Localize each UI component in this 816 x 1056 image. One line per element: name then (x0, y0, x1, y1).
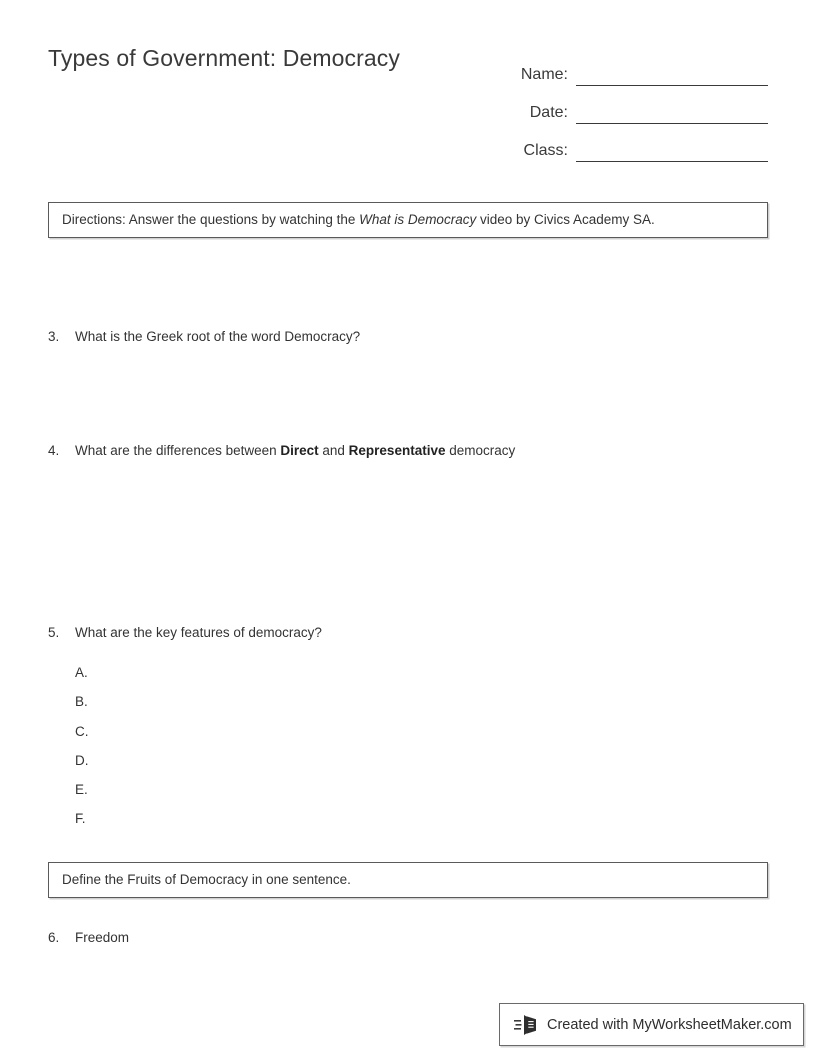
fruits-of-democracy-text: Define the Fruits of Democracy in one sentence. (62, 872, 351, 888)
question-6-text: Freedom (75, 930, 130, 945)
question-6-number: 6. (48, 930, 60, 945)
sub-item-letter-f: F. (75, 811, 86, 827)
worksheet-header (48, 45, 768, 165)
question-4-term-representative: Representative (348, 443, 446, 458)
question-5 (48, 625, 768, 642)
date-field-row (478, 86, 768, 124)
sub-item-input-a[interactable] (97, 665, 765, 683)
directions-box (48, 202, 768, 238)
date-field-input[interactable] (576, 102, 768, 124)
question-4-middle: and (318, 443, 349, 458)
sub-item-letter-e: E. (75, 782, 88, 798)
question-4-number: 4. (48, 443, 60, 458)
class-field-label: Class: (523, 142, 568, 159)
question-5-number: 5. (48, 625, 60, 640)
list-item (75, 694, 765, 723)
date-field-label: Date: (529, 104, 568, 121)
sub-item-input-c[interactable] (97, 724, 765, 742)
worksheet-maker-logo-icon (514, 1013, 540, 1037)
list-item (75, 753, 765, 782)
class-field-input[interactable] (576, 140, 768, 162)
question-6 (48, 930, 768, 947)
worksheet-maker-badge-label: Created with MyWorksheetMaker.com (547, 1016, 792, 1033)
name-field-row (478, 48, 768, 86)
list-item (75, 665, 765, 694)
question-4-term-direct: Direct (280, 443, 319, 458)
question-3-text: What is the Greek root of the word Democracy? (75, 329, 361, 344)
list-item (75, 724, 765, 753)
name-field-input[interactable] (576, 64, 768, 86)
list-item (75, 811, 765, 840)
question-4-text (75, 443, 515, 460)
question-5-answer-list (75, 665, 765, 841)
page-title: Types of Government: Democracy (48, 45, 400, 71)
question-4-suffix: democracy (445, 443, 516, 458)
sub-item-input-d[interactable] (97, 753, 765, 771)
sub-item-letter-b: B. (75, 694, 88, 710)
student-info-fields (478, 48, 768, 162)
list-item (75, 782, 765, 811)
fruits-of-democracy-box (48, 862, 768, 898)
name-field-label: Name: (520, 66, 568, 83)
sub-item-letter-a: A. (75, 665, 88, 680)
directions-video-title: What is Democracy (359, 212, 477, 228)
sub-item-input-f[interactable] (97, 811, 765, 829)
question-5-text: What are the key features of democracy? (75, 625, 322, 640)
sub-item-input-b[interactable] (97, 694, 765, 712)
sub-item-letter-d: D. (75, 752, 89, 768)
class-field-row (478, 124, 768, 162)
worksheet-maker-badge[interactable] (499, 1003, 804, 1046)
question-3-number: 3. (48, 329, 60, 344)
question-3 (48, 329, 768, 346)
question-4 (48, 443, 768, 460)
directions-text (62, 211, 655, 229)
directions-prefix: Directions: Answer the questions by watching the (62, 212, 360, 228)
directions-suffix: video by Civics Academy SA. (476, 212, 655, 228)
question-4-prefix: What are the differences between (75, 443, 281, 458)
sub-item-input-e[interactable] (97, 782, 765, 800)
sub-item-letter-c: C. (75, 723, 89, 739)
